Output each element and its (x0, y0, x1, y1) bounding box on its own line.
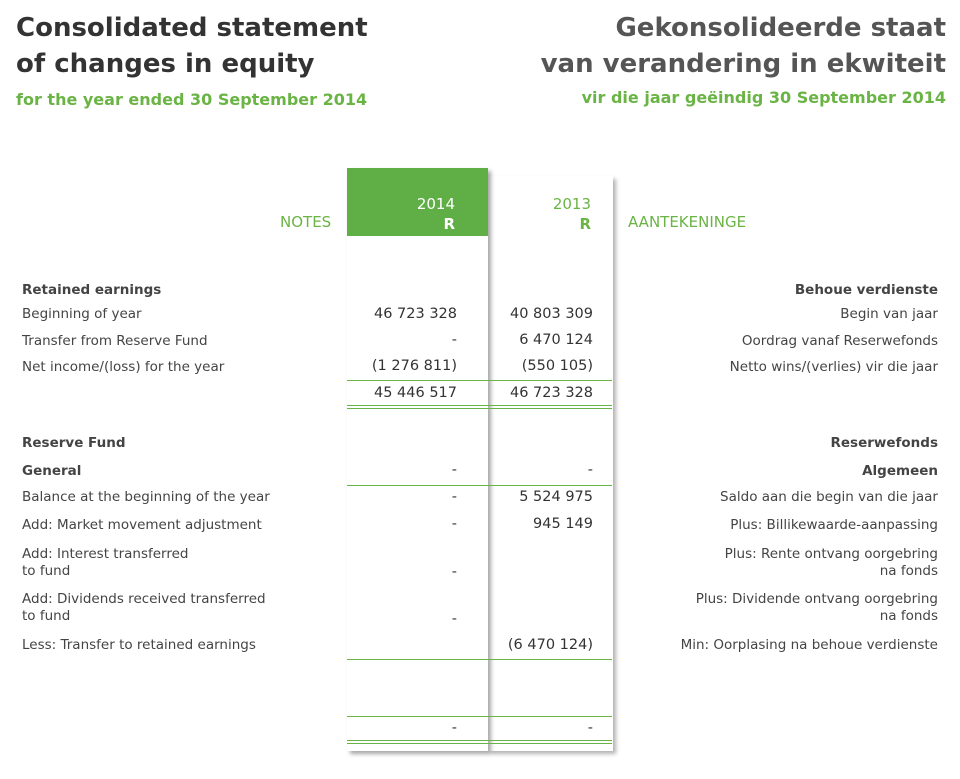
reserve-fund-heading-af: Reserwefonds (830, 435, 938, 451)
market-adjustment-label: Add: Market movement adjustment (22, 517, 262, 533)
beginning-label: Beginning of year (22, 306, 142, 322)
beginning-label-af: Begin van jaar (840, 306, 938, 322)
reserve-total-rule (347, 716, 612, 717)
transfer-retained-label: Less: Transfer to retained earnings (22, 637, 256, 653)
general-2013: - (587, 462, 593, 478)
reserve-total-2014: - (451, 720, 457, 736)
notes-header: NOTES (280, 213, 332, 231)
net-income-2013: (550 105) (521, 358, 593, 374)
transfer-reserve-2014: - (451, 332, 457, 348)
column-2014 (347, 168, 488, 751)
balance-beginning-2013: 5 524 975 (519, 489, 593, 505)
title-english: Consolidated statement of changes in equity (16, 13, 368, 79)
interest-2014: - (451, 564, 457, 580)
subtitle-afrikaans: vir die jaar geëindig 30 September 2014 (581, 88, 946, 107)
balance-beginning-label-af: Saldo aan die begin van die jaar (720, 489, 938, 505)
subtitle-english: for the year ended 30 September 2014 (16, 90, 368, 109)
market-adjustment-2014: - (451, 516, 457, 532)
beginning-2013: 40 803 309 (509, 306, 593, 322)
dividends-2014: - (451, 611, 457, 627)
total-double-rule (347, 405, 612, 409)
general-label: General (22, 463, 82, 479)
balance-beginning-label: Balance at the beginning of the year (22, 489, 270, 505)
balance-beginning-2014: - (451, 489, 457, 505)
year-2014-header: 2014 R (416, 195, 455, 233)
transfer-retained-label-af: Min: Oorplasing na behoue verdienste (680, 637, 938, 653)
dividends-label-af: Plus: Dividende ontvang oorgebring na fonds (695, 591, 938, 624)
retained-earnings-heading: Retained earnings (22, 282, 162, 298)
reserve-subtotal-rule (347, 659, 612, 660)
net-income-2014: (1 276 811) (371, 358, 457, 374)
retained-earnings-heading-af: Behoue verdienste (794, 282, 938, 298)
reserve-total-2013: - (587, 720, 593, 736)
general-label-af: Algemeen (862, 463, 938, 479)
market-adjustment-2013: 945 149 (533, 516, 593, 532)
aantekeninge-header: AANTEKENINGE (628, 213, 747, 231)
general-2014: - (451, 462, 457, 478)
net-income-label: Net income/(loss) for the year (22, 359, 225, 375)
subtotal-rule (347, 380, 612, 381)
general-rule (347, 485, 612, 486)
beginning-2014: 46 723 328 (373, 306, 457, 322)
title-afrikaans: Gekonsolideerde staat van verandering in ekwiteit (540, 13, 946, 79)
net-income-label-af: Netto wins/(verlies) vir die jaar (729, 359, 938, 375)
transfer-retained-2013: (6 470 124) (507, 637, 593, 653)
retained-total-2013: 46 723 328 (509, 385, 593, 401)
transfer-reserve-label-af: Oordrag vanaf Reserwefonds (741, 333, 938, 349)
retained-total-2014: 45 446 517 (373, 385, 457, 401)
market-adjustment-label-af: Plus: Billikewaarde-aanpassing (730, 517, 938, 533)
transfer-reserve-label: Transfer from Reserve Fund (22, 333, 208, 349)
interest-label-af: Plus: Rente ontvang oorgebring na fonds (724, 546, 938, 579)
column-2013 (488, 176, 613, 751)
reserve-total-double-rule (347, 740, 612, 744)
dividends-label: Add: Dividends received transferred to fund (22, 591, 266, 624)
reserve-fund-heading: Reserve Fund (22, 435, 126, 451)
interest-label: Add: Interest transferred to fund (22, 546, 189, 579)
year-2013-header: 2013 R (552, 195, 591, 233)
transfer-reserve-2013: 6 470 124 (519, 332, 593, 348)
